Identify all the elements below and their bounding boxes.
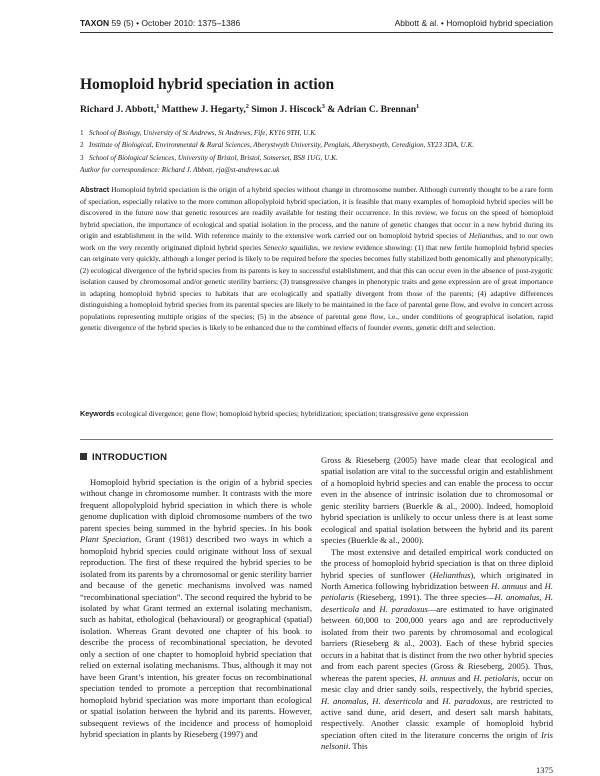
- author-4: & Adrian C. Brennan$^1$: [327, 104, 420, 116]
- abstract-label: Abstract: [80, 185, 110, 194]
- running-head-right: Abbott & al. • Homoploid hybrid speciation: [394, 18, 553, 28]
- correspondence: Author for correspondence: Richard J. Abbott, rja@st-andrews.ac.uk: [80, 165, 280, 174]
- intro-paragraph-1: Homoploid hybrid speciation is the origin of a hybrid species without change in chromosome number. It contrasts with the more frequent allopolyploid hybrid speciation in which there is whole genome duplication with diploid chromosome numbers of the two parent species being summed in the hybrid species. In his book Plant Speciation, Grant (1981) described two ways in which a homoploid hybrid species could originate without loss of sexual reproduction. The first of these required the hybrid species to be isolated from its parents by a chromosomal or genic sterility barrier and because of the genetic mechanisms involved was named “recombinational speciation”. The second required the hybrid to be isolated by what Grant termed an external isolating mechanism, such as habitat, ethological (behavioural) or geographical (spatial) isolation. Whereas Grant devoted one chapter of his book to describe the process of recombinational speciation, he devoted only a section of one chapter to homoploid hybrid speciation that relied on external isolating mechanisms. Thus, although it may not have been Grant’s intention, his greater focus on recombinational speciation tended to promote a perception that recombinational homoploid hybrid speciation was more important than ecological or spatial isolation between the hybrid and its parents. However, subsequent reviews of the incidence and process of homoploid hybrid speciation in plants by Rieseberg (1997) and: [80, 477, 312, 739]
- affiliations: [80, 127, 474, 176]
- keywords: [80, 408, 553, 420]
- body-column-left: [80, 477, 312, 740]
- intro-paragraph-1-cont: Gross & Rieseberg (2005) have made clear that ecological and spatial isolation are vital to the successful origin and establishment of a homoploid hybrid species and can enable the process to occur even in the absence of intrinsic isolation due to chromosomal or genic sterility barriers (Buerkle & al., 2000). Indeed, homoploid hybrid speciation is unlikely to occur unless there is at least some ecological and spatial isolation between the hybrid and its parent species (Buerkle & al., 2000).: [321, 455, 553, 546]
- keywords-text: ecological divergence; gene flow; homoploid hybrid species; hybridization; speciation; transgressive gene expression: [116, 409, 469, 418]
- journal-name: TAXON: [80, 18, 110, 28]
- body-column-right: [321, 455, 553, 753]
- section-rule: [80, 439, 553, 440]
- intro-paragraph-2: The most extensive and detailed empirical work conducted on the process of homoploid hybrid speciation is that on three diploid hybrid species of sunflower (Helianthus), which originated in North America following hybridization between H. annuus and H. petiolaris (Rieseberg, 1991). The three species—H. anomalus, H. deserticola and H. paradoxus—are estimated to have originated between 60,000 to 200,000 years ago and are reproductively isolated from their two parents by chromosomal and ecological barriers (Rieseberg & al., 2003). Each of these hybrid species occurs in a habitat that is distinct from the two other hybrid species and from each parent species (Gross & Rieseberg, 2005). Thus, whereas the parent species, H. annuus and H. petiolaris, occur on mesic clay and drier sandy soils, respectively, the hybrid species, H. anomalus, H. deserticola and H. paradoxus, are restricted to active sand dune, arid desert, and desert salt marsh habitats, respectively. Another classic example of homoploid hybrid speciation often cited in the literature concerns the origin of Iris nelsonii. This: [321, 546, 554, 752]
- author-2: Matthew J. Hegarty,$^2$: [161, 104, 249, 116]
- abstract: Abstract Homoploid hybrid speciation is the origin of a hybrid species without change in chromosome number. Although currently thought to be a rare form of speciation, especially relative to the more common allopolyploid hybrid speciation, it is feasible that many examples of homoploid hybrid species will be discovered in the future now that genetic resources are readily available for testing their occurrence. In this review, we focus on the speed of homoploid hybrid speciation, the importance of ecological and spatial isolation in the process, and the nature of genetic changes that occur in a new hybrid during its origin and establishment in the wild. With reference mainly to the extensive work carried out on homoploid hybrid species of Helianthus, and to our own work on the very recently originated diploid hybrid species Senecio squalidus, we review evidence showing: (1) that new fertile homoploid hybrid species can originate very quickly, although a longer period is likely to be required before the species becomes fully stabilized both genomically and phenotypically; (2) ecological divergence of the hybrid species from its parents is key to successful establishment, and that this can occur even in the absence of post-zygotic isolation caused by chromosomal and/or genetic sterility barriers; (3) transgressive changes in phenotypic traits and gene expression are of great importance in adapting homoploid hybrid species to habitats that are ecologically and spatially divergent from those of the parents; (4) adaptive differences distinguishing a homoploid hybrid species from its parental species are likely to be maintained in the face of parental gene flow, and evolve in concert across populations representing multiple origins of the species; (5) in the absence of parental gene flow, i.e., under conditions of geographical isolation, rapid genetic divergence of the hybrid species is likely to be enhanced due to the combined effects of founder events, genetic drift and selection.: [80, 185, 554, 332]
- affiliation-2: 2 Institute of Biological, Environmental & Rural Sciences, Aberystwyth University, Penglais, Aberystwyth, Ceredigion, SY23 3DA, U.K.: [80, 141, 475, 150]
- keywords-label: Keywords: [80, 409, 115, 418]
- author-list: [80, 104, 419, 115]
- affiliation-3: 3 School of Biological Sciences, University of Bristol, Bristol, Somerset, BS8 1UG, U.K.: [80, 153, 338, 162]
- affiliation-1: 1 School of Biology, University of St Andrews, St Andrews, Fife, KY16 9TH, U.K.: [80, 129, 317, 137]
- running-head-left: [80, 18, 240, 28]
- page-number: 1375: [536, 765, 553, 775]
- running-head: [80, 18, 553, 32]
- author-3: Simon J. Hiscock$^3$: [251, 104, 325, 116]
- heading-square-icon: [80, 453, 87, 460]
- article-title: Homoploid hybrid speciation in action: [80, 76, 335, 93]
- author-1: Richard J. Abbott,$^1$: [80, 104, 160, 116]
- header-rule: [80, 32, 553, 33]
- issue-info: 59 (5) • October 2010: 1375–1386: [111, 18, 241, 28]
- introduction-heading: INTRODUCTION: [80, 452, 167, 463]
